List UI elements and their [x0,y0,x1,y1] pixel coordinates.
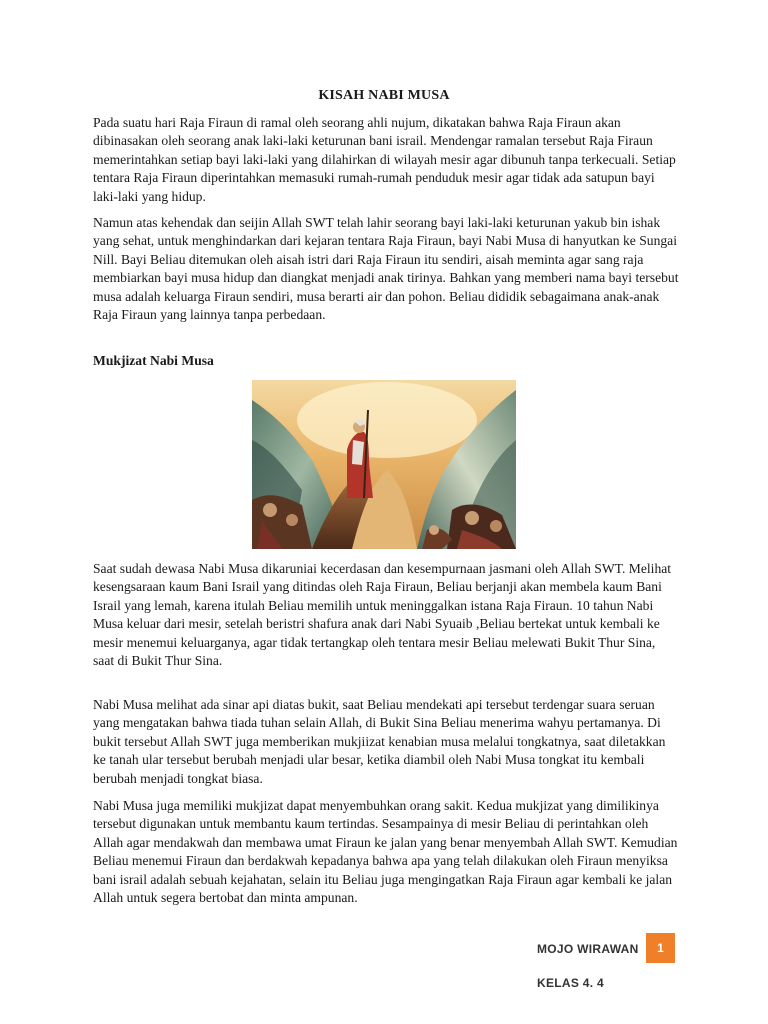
page-number-badge: 1 [646,933,675,963]
footer-class-label: KELAS 4. 4 [537,976,605,990]
paragraph-intro: Pada suatu hari Raja Firaun di ramal oleh seorang ahli nujum, dikatakan bahwa Raja Firaun akan dibinasakan oleh seorang anak laki-laki keturunan bani israil. Mendengar ramalan tersebut Raja Firaun memerintahkan setiap bayi laki-laki yang dilahirkan di wilayah mesir agar dibunuh tanpa terkecuali. Setiap tentara Raja Firaun diperintahkan memasuki rumah-rumah penduduk mesir agar tidak ada satupun bayi laki-laki yang hidup. [93,115,676,204]
document-title: KISAH NABI MUSA [318,88,450,103]
footer-author: MOJO WIRAWAN [537,942,639,956]
paragraph-burning-bush: Nabi Musa melihat ada sinar api diatas bukit, saat Beliau mendekati api tersebut terdengar suara seruan yang mengatakan bahwa tiada tuhan selain Allah, di Bukit Sina Beliau menerima wahyu pertamanya. Di bukit tersebut Allah SWT juga memberikan mukjiizat kenabian musa melalui tongkatnya, saat diletakkan ke tanah ular tersebut berubah menjadi ular besar, ketika diambil oleh Nabi Musa tongkat itu kembali berubah menjadi tongkat biasa. [93,697,666,786]
parting-sea-illustration [252,380,516,549]
paragraph-birth: Namun atas kehendak dan seijin Allah SWT telah lahir seorang bayi laki-laki keturunan yakub bin ishak yang sehat, untuk menghindarkan dari kejaran tentara Raja Firaun, bayi Nabi Musa di hanyutkan ke Sungai Nill. Bayi Beliau ditemukan oleh aisah istri dari Raja Firaun itu sendiri, aisah meminta agar sang raja membiarkan bayi musa hidup dan diangkat menjadi anak tirinya. Bahkan yang memberi nama bayi tersebut musa adalah keluarga Firaun sendiri, musa berarti air dan pohon. Beliau dididik sebagaimana anak-anak Raja Firaun yang lainnya tanpa perbedaan. [93,215,679,323]
paragraph-healing-miracle: Nabi Musa juga memiliki mukjizat dapat menyembuhkan orang sakit. Kedua mukjizat yang dimilikinya tersebut digunakan untuk membantu kaum tertindas. Sesampainya di mesir Beliau di perintahkan oleh Allah agar mendakwah dan membawa umat Firaun ke jalan yang benar menyembah Allah SWT. Kemudian Beliau menemui Firaun dan berdakwah kepadanya bahwa apa yang telah dilakukan oleh Firaun menyiksa bani israil adalah sebuah kejahatan, selain itu Beliau juga mengingatkan Raja Firaun agar kembali ke jalan Allah untuk segera bertobat dan minta ampunan. [93,798,678,906]
section-heading: Mukjizat Nabi Musa [93,353,214,368]
paragraph-adult-musa: Saat sudah dewasa Nabi Musa dikaruniai kecerdasan dan kesempurnaan jasmani oleh Allah SWT. Melihat kesengsaraan kaum Bani Israil yang ditindas oleh Raja Firaun, Beliau berjanji akan membela kaum Bani Israil yang lemah, karena itulah Beliau memilih untuk meninggalkan istana Raja Firaun. 10 tahun Nabi Musa keluar dari mesir, setelah beristri shafura anak dari Nabi Syuaib ,Beliau bertekat untuk kembali ke mesir menemui keluarganya, agar tidak tertangkap oleh tentara mesir Beliau melewati Bukit Thur Sina, saat di Bukit Thur Sina. [93,561,672,669]
